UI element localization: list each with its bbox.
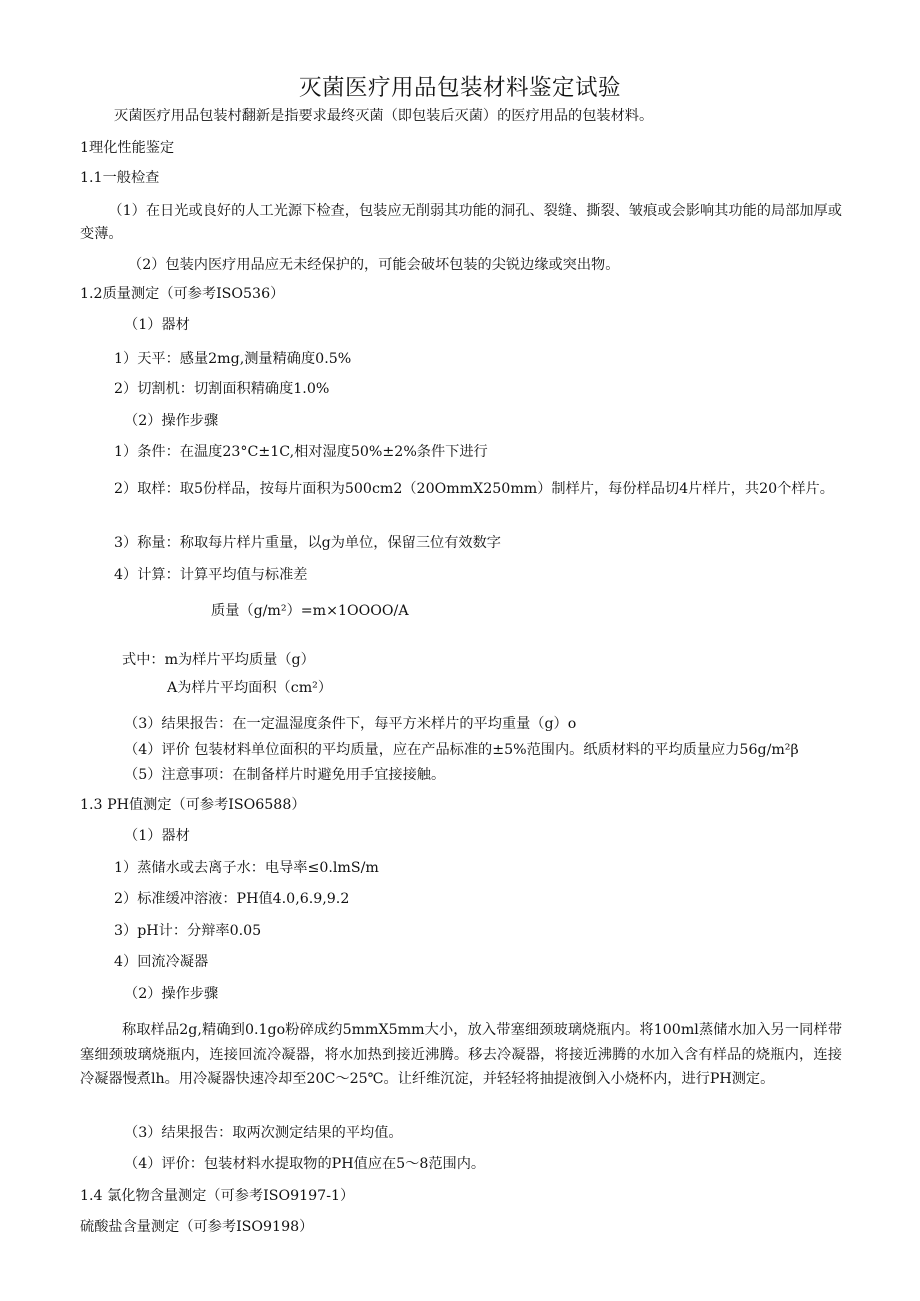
sulfate-heading: 硫酸盐含量测定（可参考ISO9198） bbox=[80, 1219, 314, 1235]
ph-equipment-1: 1）蒸储水或去离子水：电导率≤0.lmS/m bbox=[114, 860, 379, 876]
section-1-4-heading: 1.4 氯化物含量测定（可参考ISO9197-1） bbox=[80, 1188, 355, 1204]
mass-evaluation: （4）评价 包装材料单位面积的平均质量，应在产品标准的±5%范围内。纸质材料的平均质量应力56g∕m²β bbox=[124, 742, 799, 758]
mass-steps-heading: （2）操作步骤 bbox=[124, 413, 219, 429]
formula-where-a: A为样片平均面积（cm²） bbox=[167, 680, 333, 696]
document-title: 灭菌医疗用品包装材料鉴定试验 bbox=[298, 75, 621, 101]
mass-equipment-2: 2）切割机：切割面积精确度1.0% bbox=[114, 381, 330, 397]
general-check-item-2: （2）包装内医疗用品应无未经保护的，可能会破坏包装的尖锐边缘或突出物。 bbox=[128, 257, 620, 273]
mass-equipment-1: 1）天平：感量2mg,测量精确度0.5% bbox=[114, 351, 352, 367]
ph-evaluation: （4）评价：包装材料水提取物的PH值应在5～8范围内。 bbox=[124, 1156, 486, 1172]
ph-equipment-3: 3）pH计：分辩率0.05 bbox=[114, 923, 262, 939]
formula-where-m: 式中：m为样片平均质量（g） bbox=[122, 652, 315, 668]
mass-note: （5）注意事项：在制备样片时避免用手宜接接触。 bbox=[124, 767, 446, 783]
mass-formula: 质量（g∕m²）=m×1OOOO/A bbox=[211, 603, 409, 619]
ph-equipment-2: 2）标准缓冲溶液：PH值4.0,6.9,9.2 bbox=[114, 891, 350, 907]
mass-step-4: 4）计算：计算平均值与标准差 bbox=[114, 567, 308, 583]
ph-equipment-heading: （1）器材 bbox=[124, 828, 190, 844]
intro-paragraph: 灭菌医疗用品包装村翻新是指要求最终灭菌（即包装后灭菌）的医疗用品的包装材料。 bbox=[114, 108, 654, 124]
section-1-2-heading: 1.2质量测定（可参考ISO536） bbox=[80, 286, 285, 302]
ph-procedure: 称取样品2g,精确到0.1go粉碎成约5mmX5mm大小，放入带塞细颈玻璃烧瓶内。将100ml蒸储水加入另一同样带塞细颈玻璃烧瓶内，连接回流冷凝器，将水加热到接近沸腾。移去冷凝器，将接近沸腾的水加入含有样品的烧瓶内，连接冷凝器慢煮lh。用冷凝器快速冷却至20C～25℃。让纤维沉淀，并轻轻将抽提液倒入小烧杯内，进行PH测定。 bbox=[80, 1022, 843, 1087]
ph-equipment-4: 4）回流冷凝器 bbox=[114, 954, 209, 970]
mass-step-3: 3）称量：称取每片样片重量，以g为单位，保留三位有效数字 bbox=[114, 535, 501, 551]
general-check-item-1: （1）在日光或良好的人工光源下检查，包装应无削弱其功能的洞孔、裂缝、撕裂、皱痕或会影响其功能的局部加厚或变薄。 bbox=[80, 203, 842, 242]
mass-step-1: 1）条件：在温度23°C±1C,相对湿度50%±2%条件下进行 bbox=[114, 444, 488, 460]
section-1-3-heading: 1.3 PH值测定（可参考ISO6588） bbox=[80, 797, 306, 813]
mass-result: （3）结果报告：在一定温湿度条件下，每平方米样片的平均重量（g）o bbox=[124, 716, 577, 732]
mass-equipment-heading: （1）器材 bbox=[124, 317, 190, 333]
ph-steps-heading: （2）操作步骤 bbox=[124, 986, 219, 1002]
ph-result: （3）结果报告：取两次测定结果的平均值。 bbox=[124, 1125, 403, 1141]
section-1-1-heading: 1.1一般检查 bbox=[80, 170, 160, 186]
mass-step-2: 2）取样：取5份样品，按每片面积为500cm2（20OmmX250mm）制样片，每份样品切4片样片，共20个样片。 bbox=[114, 481, 834, 497]
section-1-heading: 1理化性能鉴定 bbox=[80, 140, 175, 156]
